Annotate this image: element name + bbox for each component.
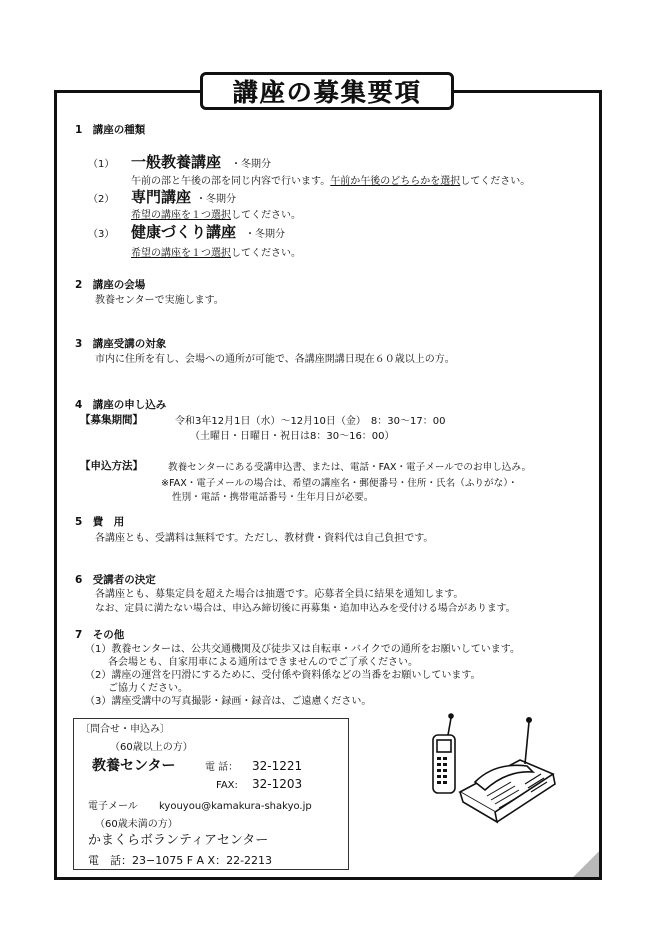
section1-heading: 1 講座の種類 [75, 124, 146, 136]
course1-note-plain: 午前の部と午後の部を同じ内容で行います。 [131, 176, 331, 187]
section7-item2b: ご協力ください。 [108, 683, 188, 694]
course1-note [131, 175, 530, 188]
contact-volunteer-name: かまくらボランティアセンター [88, 833, 269, 848]
section7-item1b: 各会場とも、自家用車による通所はできませんのでご了承ください。 [108, 657, 418, 668]
course1-name: 一般教養講座 [131, 153, 222, 171]
section3-heading: 3 講座受講の対象 [75, 338, 167, 350]
method-note2: 性別・電話・携帯電話番号・生年月日が必要。 [172, 492, 374, 503]
section7-item1a: （1）教養センターは、公共交通機関及び徒歩又は自転車・バイクでの通所をお願いしています。 [85, 644, 520, 655]
method-note1: ※FAX・電子メールの場合は、希望の講座名・郵便番号・住所・氏名（ふりがな）・ [161, 478, 518, 489]
period-text: 令和3年12月1日（水）～12月10日（金） 8：30～17：00 [175, 416, 446, 427]
course1-note-end: してください。 [460, 176, 531, 187]
course1-num: （1） [88, 159, 115, 170]
section2-heading: 2 講座の会場 [75, 279, 146, 291]
course2-num: （2） [88, 194, 115, 205]
course2-note [131, 209, 301, 222]
course1-note-underlined: 午前か午後のどちらかを選択 [330, 176, 461, 187]
course2-name: 専門講座 [131, 188, 192, 206]
course2-note-end: してください。 [231, 210, 301, 221]
section6-body1: 各講座とも、募集定員を超えた場合は抽選です。応募者全員に結果を通知します。 [95, 589, 464, 600]
section4-heading: 4 講座の申し込み [75, 399, 167, 411]
section7-item3: （3）講座受講中の写真撮影・録画・録音は、ご遠慮ください。 [85, 696, 372, 707]
contact-email-label: 電子メール [88, 801, 138, 812]
method-text: 教養センターにある受講申込書、または、電話・FAX・電子メールでのお申し込み。 [168, 462, 532, 473]
contact-tel: 32-1221 [252, 759, 303, 773]
contact-age60: （60歳以上の方） [110, 742, 193, 753]
section7-heading: 7 その他 [75, 629, 125, 641]
period-label: 【募集期間】 [80, 414, 143, 426]
course3-note-end: してください。 [231, 248, 301, 259]
course3-num: （3） [88, 229, 115, 240]
section7-item2a: （2）講座の運営を円滑にするために、受付係や資料係などの当番をお願いしています。 [85, 670, 481, 681]
contact-heading: 〔問合せ・申込み〕 [80, 724, 170, 735]
section5-body: 各講座とも、受講料は無料です。ただし、教材費・資料代は自己負担です。 [95, 533, 434, 544]
contact-volunteer-phone: 電 話：23−1075 F A X：22-2213 [88, 854, 273, 867]
section3-body: 市内に住所を有し、会場への通所が可能で、各講座開講日現在６０歳以上の方。 [95, 354, 455, 365]
course3-term: ・冬期分 [245, 229, 285, 240]
period-note: （土曜日・日曜日・祝日は8：30～16：00） [190, 431, 395, 442]
contact-under60: （60歳未満の方） [95, 819, 178, 830]
contact-email[interactable]: kyouyou@kamakura-shakyo.jp [159, 801, 312, 812]
section6-heading: 6 受講者の決定 [75, 574, 156, 586]
method-label: 【申込方法】 [80, 460, 143, 472]
telephone-illustration [415, 700, 560, 830]
page-curl [573, 851, 599, 877]
course2-note-underlined: 希望の講座を１つ選択 [131, 210, 231, 221]
contact-fax: 32-1203 [252, 777, 303, 791]
page-title: 講座の募集要項 [200, 72, 454, 110]
course3-note-underlined: 希望の講座を１つ選択 [131, 248, 231, 259]
course3-name: 健康づくり講座 [131, 223, 237, 241]
contact-center-name: 教養センター [92, 758, 176, 774]
section2-body: 教養センターで実施します。 [95, 295, 224, 306]
section5-heading: 5 費 用 [75, 516, 125, 528]
course3-note [131, 247, 301, 260]
course2-term: ・冬期分 [196, 194, 236, 205]
section6-body2: なお、定員に満たない場合は、申込み締切後に再募集・追加申込みを受付ける場合があります。 [95, 603, 516, 614]
contact-tel-label: 電 話： [205, 762, 239, 773]
contact-fax-label: FAX: [216, 780, 238, 791]
course1-term: ・冬期分 [231, 159, 271, 170]
